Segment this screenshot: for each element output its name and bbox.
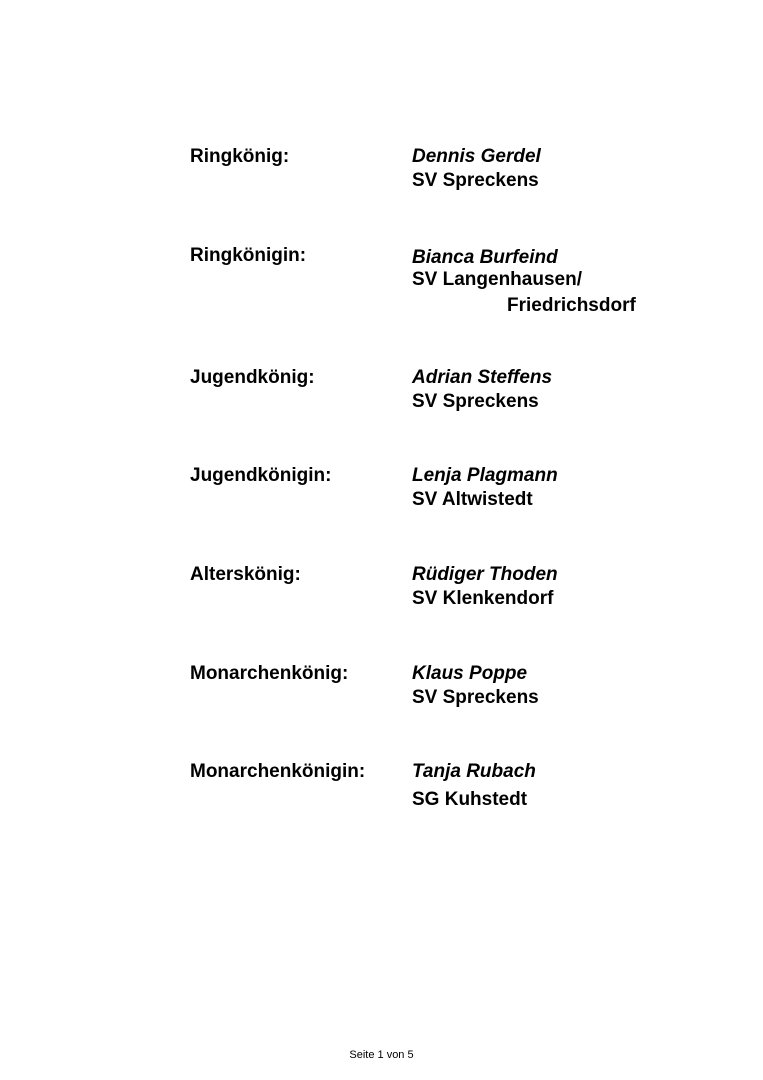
entry-title: Ringkönig: bbox=[190, 146, 290, 167]
entry-name: Bianca Burfeind bbox=[412, 247, 558, 268]
page-number-footer: Seite 1 von 5 bbox=[349, 1049, 414, 1061]
entry-title: Jugendkönigin: bbox=[190, 465, 332, 486]
entry-title: Monarchenkönig: bbox=[190, 663, 349, 684]
entry-name: Tanja Rubach bbox=[412, 761, 536, 782]
entry-club: SV Altwistedt bbox=[412, 489, 533, 510]
entry-club: SV Spreckens bbox=[412, 687, 539, 708]
entry-club: SV Spreckens bbox=[412, 170, 539, 191]
entry-title: Jugendkönig: bbox=[190, 367, 315, 388]
entry-club: SV Klenkendorf bbox=[412, 588, 554, 609]
entry-club-continuation: Friedrichsdorf bbox=[507, 295, 636, 316]
entry-title: Monarchenkönigin: bbox=[190, 761, 366, 782]
entry-club: SG Kuhstedt bbox=[412, 789, 528, 810]
entry-club: SV Langenhausen/ bbox=[412, 269, 582, 290]
entry-title: Alterskönig: bbox=[190, 564, 301, 585]
entry-club: SV Spreckens bbox=[412, 391, 539, 412]
entry-name: Rüdiger Thoden bbox=[412, 564, 558, 585]
entry-name: Lenja Plagmann bbox=[412, 465, 558, 486]
entry-name: Adrian Steffens bbox=[412, 367, 553, 388]
entry-title: Ringkönigin: bbox=[190, 245, 307, 266]
entry-name: Klaus Poppe bbox=[412, 663, 528, 684]
entry-name: Dennis Gerdel bbox=[412, 146, 541, 167]
